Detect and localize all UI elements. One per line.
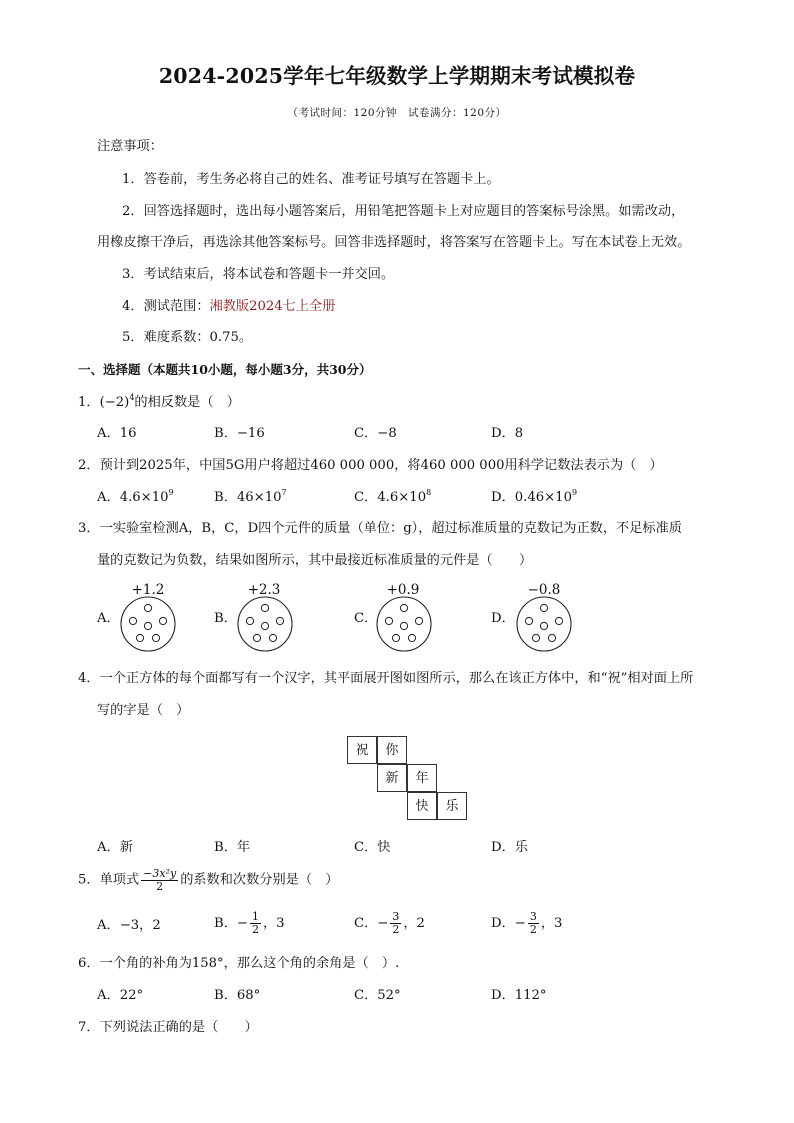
net-cell: 年 — [407, 764, 437, 792]
q4-option-a: A．新 — [97, 840, 133, 855]
component-disc-icon — [376, 596, 432, 652]
q6-option-a: A．22° — [97, 988, 144, 1003]
fraction-denominator: 2 — [156, 880, 164, 894]
fraction — [390, 911, 401, 936]
exponent: 8 — [426, 488, 432, 497]
fraction-numerator: 1 — [251, 910, 259, 923]
mass-label: +0.9 — [386, 582, 420, 598]
question-4-stem-line-2: 写的字是（ ） — [97, 703, 190, 718]
component-disc-icon — [237, 596, 293, 652]
notice-item-2-line-1: 2．回答选择题时，选出每小题答案后，用铅笔把答题卡上对应题目的答案标号涂黑。如需改动， — [122, 204, 685, 219]
q1-option-c: C．−8 — [354, 426, 397, 441]
fraction-denominator: 2 — [251, 923, 259, 937]
notice-item-4-prefix: 4．测试范围： — [122, 299, 210, 314]
q1-option-a: A．16 — [97, 426, 137, 441]
fraction — [250, 911, 261, 936]
question-7-stem: 7．下列说法正确的是（ ） — [78, 1020, 258, 1035]
question-3-stem-line-1: 3．一实验室检测A，B，C，D四个元件的质量（单位：g），超过标准质量的克数记为正数，不足标准质 — [78, 521, 682, 536]
net-cell: 快 — [407, 792, 437, 820]
exponent: 7 — [281, 488, 287, 497]
option-letter: C． — [354, 611, 378, 626]
question-1-stem — [78, 393, 240, 410]
component-disc-icon — [516, 596, 572, 652]
option-text: D．0.46×10 — [491, 490, 572, 505]
option-text: B．46×10 — [214, 490, 282, 505]
option-text: A．4.6×10 — [97, 490, 169, 505]
option-text: ，3 — [540, 915, 563, 931]
test-scope: 湘教版2024七上全册 — [209, 299, 336, 314]
fraction-numerator: −3x²y — [143, 867, 177, 880]
net-cell: 你 — [377, 736, 407, 764]
notice-item-1: 1．答卷前，考生务必将自己的姓名、准考证号填写在答题卡上。 — [122, 172, 500, 187]
question-6-stem: 6．一个角的补角为158°，那么这个角的余角是（ ）. — [78, 956, 400, 971]
q5-option-a: A．−3，2 — [97, 918, 161, 933]
component-disc-icon — [120, 596, 176, 652]
fraction-numerator: 3 — [529, 910, 537, 923]
question-2-stem: 2．预计到2025年，中国5G用户将超过460 000 000，将460 000 000用科学记数法表示为（ ） — [78, 458, 663, 473]
q5-option-c — [354, 911, 425, 936]
option-text: D．− — [491, 915, 526, 931]
exam-subtitle: （考试时间：120分钟 试卷满分：120分） — [287, 107, 507, 119]
option-letter: B． — [214, 611, 237, 626]
q2-option-b — [214, 488, 287, 505]
question-text: 5．单项式 — [78, 872, 140, 888]
fraction-numerator: 3 — [392, 910, 400, 923]
option-text: ，3 — [262, 915, 285, 931]
q6-option-d: D．112° — [491, 988, 547, 1003]
monomial-fraction — [141, 868, 178, 893]
net-cell: 新 — [377, 764, 407, 792]
q5-option-b — [214, 911, 285, 936]
mass-label: +2.3 — [247, 582, 281, 598]
q5-option-d — [491, 911, 562, 936]
fraction-denominator: 2 — [529, 923, 537, 937]
notice-item-3: 3．考试结束后，将本试卷和答题卡一并交回。 — [122, 267, 395, 282]
exponent: 4 — [129, 393, 135, 402]
q1-option-d: D．8 — [491, 426, 524, 441]
q4-option-d: D．乐 — [491, 840, 528, 855]
q2-option-c — [354, 488, 432, 505]
question-text: 的系数和次数分别是（ ） — [180, 872, 339, 888]
question-4-stem-line-1: 4．一个正方体的每个面都写有一个汉字，其平面展开图如图所示，那么在该正方体中，和“祝”相对面上所 — [78, 671, 694, 686]
q4-option-c: C．快 — [354, 840, 391, 855]
q2-option-d — [491, 488, 578, 505]
expression-base: (−2) — [99, 395, 130, 410]
option-letter: A． — [97, 611, 120, 626]
option-text: B．− — [214, 915, 248, 931]
q6-option-b: B．68° — [214, 988, 261, 1003]
mass-label: +1.2 — [131, 582, 165, 598]
notice-heading: 注意事项： — [97, 139, 163, 154]
question-text: 的相反数是（ ） — [134, 395, 240, 410]
fraction — [528, 911, 539, 936]
notice-item-4 — [122, 300, 335, 313]
notice-item-5: 5．难度系数：0.75。 — [122, 330, 253, 345]
net-cell: 乐 — [437, 792, 467, 820]
option-text: ，2 — [403, 915, 425, 931]
net-cell: 祝 — [347, 736, 377, 764]
q6-option-c: C．52° — [354, 988, 401, 1003]
mass-label: −0.8 — [527, 582, 561, 598]
q4-option-b: B．年 — [214, 840, 251, 855]
fraction-denominator: 2 — [392, 923, 400, 937]
page-title: 2024-2025学年七年级数学上学期期末考试模拟卷 — [158, 64, 636, 88]
option-letter: D． — [491, 611, 515, 626]
notice-item-2-line-2: 用橡皮擦干净后，再选涂其他答案标号。回答非选择题时，将答案写在答题卡上。写在本试卷上无效。 — [97, 235, 691, 250]
option-text: C．− — [354, 915, 389, 931]
question-5-stem — [78, 868, 338, 893]
question-3-stem-line-2: 量的克数记为负数，结果如图所示，其中最接近标准质量的元件是（ ） — [97, 553, 533, 568]
question-number: 1． — [78, 395, 100, 410]
exponent: 9 — [571, 488, 578, 497]
q1-option-b: B．−16 — [214, 426, 265, 441]
section-heading: 一、选择题（本题共10小题，每小题3分，共30分） — [78, 362, 372, 377]
option-text: C．4.6×10 — [354, 490, 427, 505]
q2-option-a — [97, 488, 174, 505]
exponent: 9 — [168, 488, 174, 497]
